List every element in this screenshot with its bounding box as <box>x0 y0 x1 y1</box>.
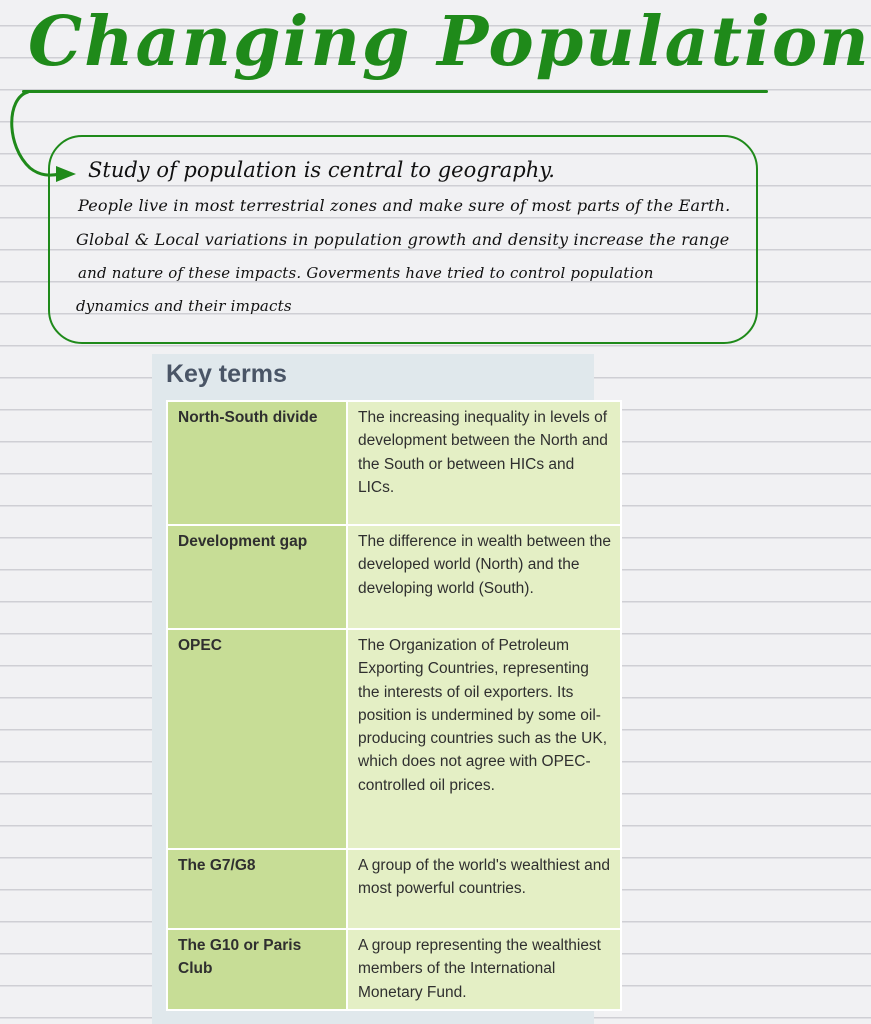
definition-cell: The Organization of Petroleum Exporting Countries, representing the interests of oil exporters. Its position is undermined by some oil-producing countries such as the UK, which does not agree with OPEC-controlled oil prices. <box>347 629 621 849</box>
definition-cell: The difference in wealth between the developed world (North) and the developing world (South). <box>347 525 621 629</box>
definition-cell: The increasing inequality in levels of development between the North and the South or between HICs and LICs. <box>347 401 621 525</box>
table-row <box>167 849 621 929</box>
table-row <box>167 629 621 849</box>
key-terms-heading: Key terms <box>166 360 287 388</box>
term-cell: The G7/G8 <box>167 849 347 929</box>
note-line: People live in most terrestrial zones and make sure of most parts of the Earth. <box>78 196 731 215</box>
title-underline <box>22 90 768 93</box>
note-line: Global & Local variations in population growth and density increase the range <box>76 230 730 249</box>
note-line: and nature of these impacts. Goverments have tried to control population <box>78 264 654 282</box>
term-cell: The G10 or Paris Club <box>167 929 347 1010</box>
key-terms-table <box>166 400 622 1011</box>
definition-cell: A group representing the wealthiest members of the International Monetary Fund. <box>347 929 621 1010</box>
term-cell: OPEC <box>167 629 347 849</box>
note-line: Study of population is central to geography. <box>88 158 555 182</box>
note-line: dynamics and their impacts <box>76 297 292 315</box>
table-row <box>167 929 621 1010</box>
table-row <box>167 525 621 629</box>
table-row <box>167 401 621 525</box>
key-terms-image <box>152 354 612 1024</box>
term-cell: North-South divide <box>167 401 347 525</box>
definition-cell: A group of the world's wealthiest and most powerful countries. <box>347 849 621 929</box>
term-cell: Development gap <box>167 525 347 629</box>
page-title: Changing Population <box>28 2 871 82</box>
